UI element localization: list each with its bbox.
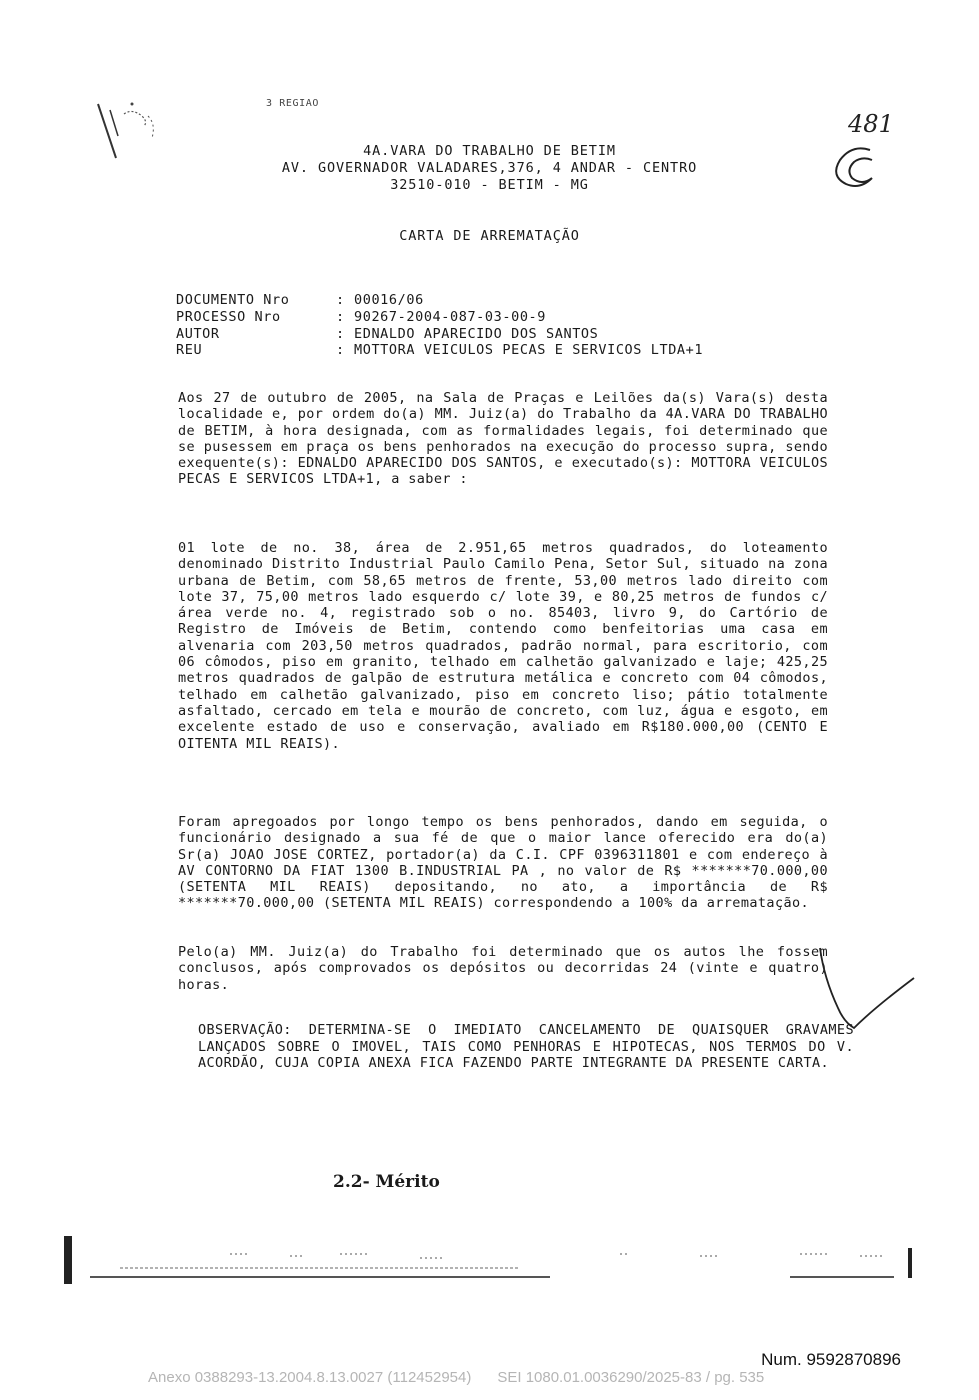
meta-label: AUTOR [176, 326, 220, 342]
paragraph-intro: Aos 27 de outubro de 2005, na Sala de Praças e Leilões da(s) Vara(s) desta localidade e, por ordem do(a) MM. Juiz(a) do Trabalho da 4A.VARA DO TRABALHO de BETIM, à hora designada, com as formalidades legais, foi determinado que se pusessem em praça os bens penhorados na execução do processo supra, sendo exequente(s): EDNALDO APARECIDO DOS SANTOS, e executado(s): MOTTORA VEICULOS PECAS E SERVICOS LTDA+1, a saber : [178, 390, 828, 488]
scan-noise-dots [100, 1248, 900, 1276]
document-number: Num. 9592870896 [761, 1350, 901, 1369]
handwritten-page-number: 481 [848, 110, 894, 138]
court-address: AV. GOVERNADOR VALADARES,376, 4 ANDAR - CENTRO [281, 160, 698, 176]
meta-label: PROCESSO Nro [176, 309, 281, 325]
paragraph-property: 01 lote de no. 38, área de 2.951,65 metros quadrados, do loteamento denominado Distrito Industrial Paulo Camilo Pena, Setor Sul, situado na zona urbana de Betim, com 58,65 metros de frente, 53,00 metros lado direito com lote 37, 75,00 metros lado esquerdo c/ lote 39, e 80,25 metros de fundos c/ área verde no. 4, registrado sob o no. 85403, livro 9, do Cartório de Registro de Imóveis de Betim, contendo como benfeitorias uma casa em alvenaria com 203,50 metros quadrados, padrão normal, para escritorio, com 06 cômodos, piso em granito, telhado em calhetão galvanizado e laje; 425,25 metros quadrados de galpão de estrutura metálica e concreto com 04 cômodos, telhado em calhetão galvanizado, piso em concreto liso; pátio totalmente asfaltado, cercado em tela e mourão de concreto, com luz, água e esgoto, em excelente estado de uso e conservação, avaliado em R$180.000,00 (CENTO E OITENTA MIL REAIS). [178, 540, 828, 752]
paragraph-auction: Foram apregoados por longo tempo os bens penhorados, dando em seguida, o funcionário designado a sua fé de que o maior lance oferecido era do(a) Sr(a) JOAO JOSE CORTEZ, portador(a) da C.I. CPF 0396311801 e com endereço à AV CONTORNO DA FIAT 1300 B.INDUSTRIAL PA , no valor de R$ *******70.000,00 (SETENTA MIL REAIS) depositando, no ato, a importância de R$ *******70.000,00 (SETENTA MIL REAIS) correspondendo a 100% da arrematação. [178, 814, 828, 912]
meta-value: 90267-2004-087-03-00-9 [354, 309, 547, 325]
meta-label: DOCUMENTO Nro [176, 292, 290, 308]
court-name: 4A.VARA DO TRABALHO DE BETIM [363, 143, 616, 159]
footer-anexo: Anexo 0388293-13.2004.8.13.0027 (112452954) [148, 1369, 472, 1386]
meta-reu: REU : MOTTORA VEICULOS PECAS E SERVICOS LTDA+1 [176, 342, 704, 358]
meta-autor: AUTOR : EDNALDO APARECIDO DOS SANTOS [176, 326, 599, 342]
observation-note: OBSERVAÇÃO: DETERMINA-SE O IMEDIATO CANCELAMENTO DE QUAISQUER GRAVAMES LANÇADOS SOBRE O IMOVEL, TAIS COMO PENHORAS E HIPOTECAS, NOS TERMOS DO V. ACORDÃO, CUJA COPIA ANEXA FICA FAZENDO PARTE INTEGRANTE DA PRESENTE CARTA. [198, 1022, 854, 1071]
scan-bottom-line [90, 1276, 550, 1278]
meta-label: REU [176, 342, 203, 358]
court-city: 32510-010 - BETIM - MG [390, 177, 589, 193]
region-fragment: 3 REGIAO [266, 98, 319, 109]
meta-documento: DOCUMENTO Nro : 00016/06 [176, 292, 424, 308]
paragraph-judge: Pelo(a) MM. Juiz(a) do Trabalho foi determinado que os autos lhe fossem conclusos, após comprovados os depósitos ou decorridas 24 (vinte e quatro) horas. [178, 944, 828, 993]
scan-left-edge [64, 1236, 72, 1284]
meta-processo: PROCESSO Nro : 90267-2004-087-03-00-9 [176, 309, 547, 325]
footer-sei: SEI 1080.01.0036290/2025-83 / pg. 535 [497, 1369, 765, 1386]
meta-value: 00016/06 [354, 292, 424, 308]
document-title: CARTA DE ARREMATAÇÃO [399, 228, 580, 244]
scan-right-edge [908, 1248, 912, 1278]
meta-value: EDNALDO APARECIDO DOS SANTOS [354, 326, 599, 342]
section-heading: 2.2- Mérito [333, 1172, 440, 1192]
footer-watermark [148, 1369, 790, 1386]
scan-bottom-line-right [790, 1276, 894, 1278]
meta-value: MOTTORA VEICULOS PECAS E SERVICOS LTDA+1 [354, 342, 704, 358]
